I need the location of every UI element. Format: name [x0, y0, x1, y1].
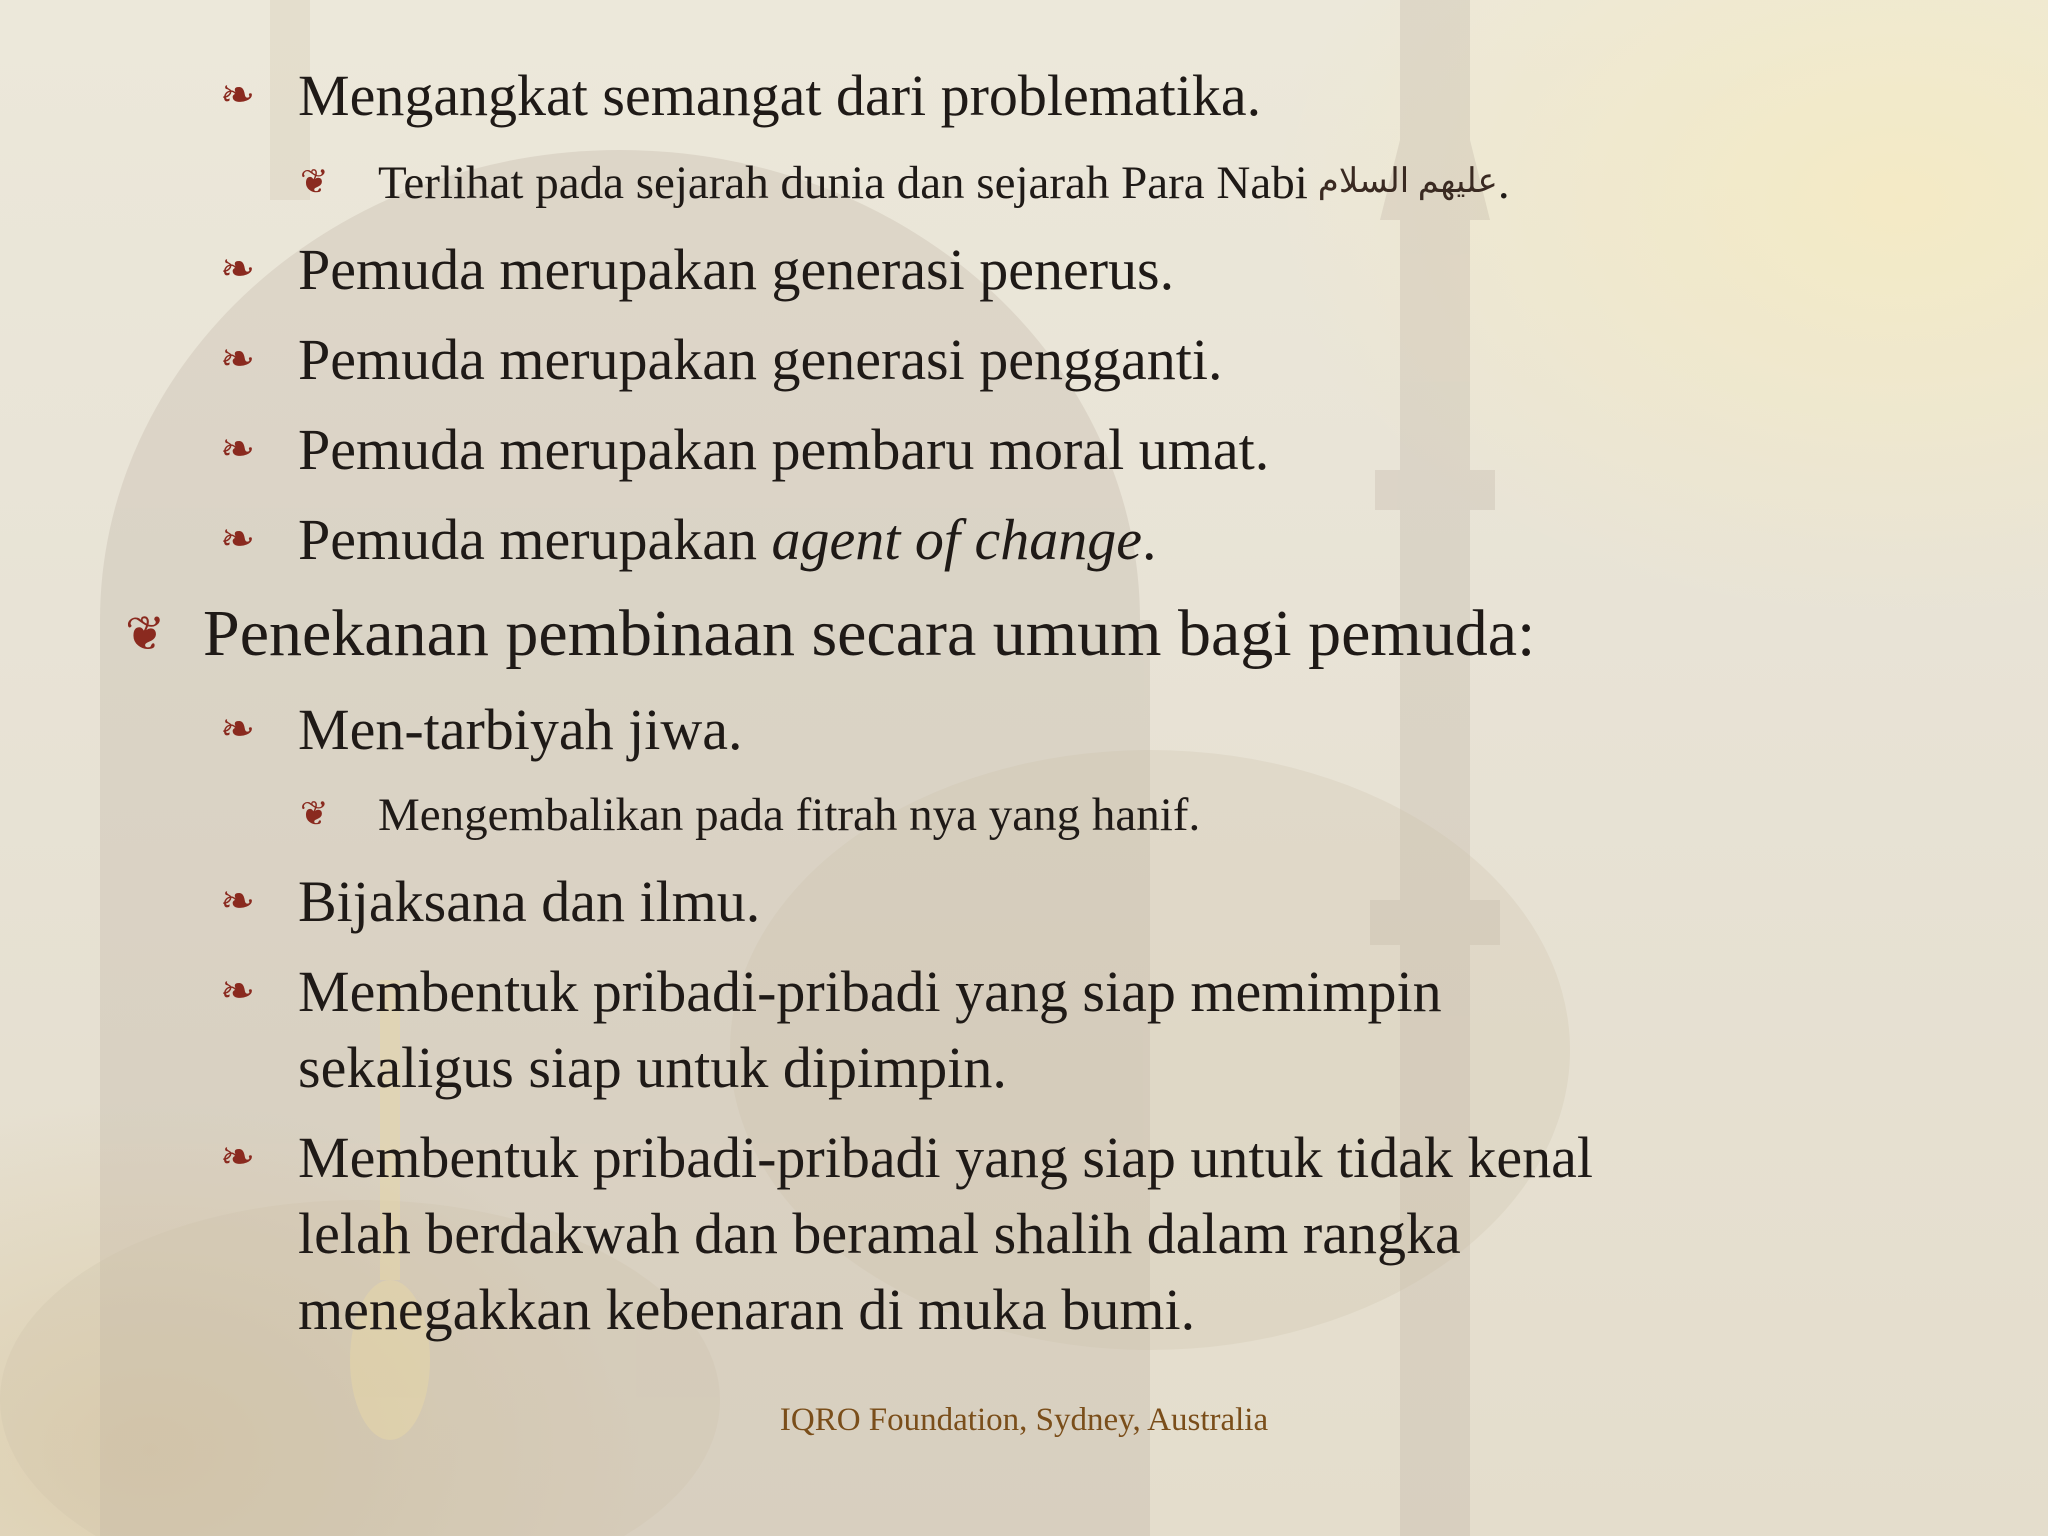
- bullet-ornament-icon: ❧: [220, 247, 256, 293]
- bullet-text: Men-tarbiyah jiwa.: [298, 697, 743, 762]
- bullet-text-continuation: sekaligus siap untuk dipimpin.: [298, 1035, 1007, 1100]
- bullet-text: Mengembalikan pada fitrah nya yang hanif.: [378, 789, 1201, 841]
- bullet-text: Terlihat pada sejarah dunia dan sejarah Para Nabi: [378, 157, 1308, 209]
- arabic-honorific-calligraphy: عليهم السلام: [1317, 163, 1498, 200]
- sub-bullet-ornament-icon: ❦: [300, 796, 329, 833]
- bullet-text-line: Membentuk pribadi-pribadi yang siap memimpin: [298, 959, 1442, 1024]
- bullet-text: Mengangkat semangat dari problematika.: [298, 63, 1262, 128]
- slide-footer: IQRO Foundation, Sydney, Australia: [779, 1402, 1269, 1438]
- bullet-ornament-icon: ❧: [220, 969, 256, 1015]
- bullet-ornament-icon: ❧: [220, 879, 256, 925]
- main-bullet-heading: [125, 596, 1535, 672]
- sub-bullet-ornament-icon: ❦: [300, 164, 329, 201]
- bullet-ornament-icon: ❧: [220, 73, 256, 119]
- bullet-item-8: [220, 958, 1442, 1025]
- italic-phrase: agent of change: [771, 507, 1142, 572]
- bullet-item-5: [220, 506, 1156, 573]
- bullet-item-9: [220, 1124, 1593, 1191]
- sub-bullet-item-1: [300, 156, 1510, 210]
- bullet-item-7: [220, 868, 760, 935]
- bullet-ornament-icon: ❧: [220, 337, 256, 383]
- bullet-ornament-icon: ❧: [220, 707, 256, 753]
- bullet-ornament-icon: ❧: [220, 1135, 256, 1181]
- bullet-text: Pemuda merupakan generasi penerus.: [298, 237, 1175, 302]
- heading-text: Penekanan pembinaan secara umum bagi pemuda:: [203, 597, 1536, 670]
- bullet-item-1: [220, 62, 1261, 129]
- bullet-text-continuation: lelah berdakwah dan beramal shalih dalam rangka: [298, 1201, 1461, 1266]
- bullet-ornament-icon: ❧: [220, 517, 256, 563]
- bullet-text: Pemuda merupakan pembaru moral umat.: [298, 417, 1270, 482]
- punctuation: .: [1497, 157, 1510, 209]
- bullet-text-continuation: menegakkan kebenaran di muka bumi.: [298, 1277, 1196, 1342]
- bullet-text: Pemuda merupakan: [298, 507, 772, 572]
- bullet-text-line: Membentuk pribadi-pribadi yang siap untuk tidak kenal: [298, 1125, 1594, 1190]
- bullet-item-6: [220, 696, 743, 763]
- main-bullet-ornament-icon: ❦: [125, 608, 166, 661]
- bullet-item-2: [220, 236, 1174, 303]
- bullet-item-4: [220, 416, 1269, 483]
- bullet-text: Bijaksana dan ilmu.: [298, 869, 761, 934]
- punctuation: .: [1141, 507, 1157, 572]
- bullet-text: Pemuda merupakan generasi pengganti.: [298, 327, 1223, 392]
- bullet-ornament-icon: ❧: [220, 427, 256, 473]
- sub-bullet-item-2: [300, 788, 1200, 842]
- bullet-item-3: [220, 326, 1222, 393]
